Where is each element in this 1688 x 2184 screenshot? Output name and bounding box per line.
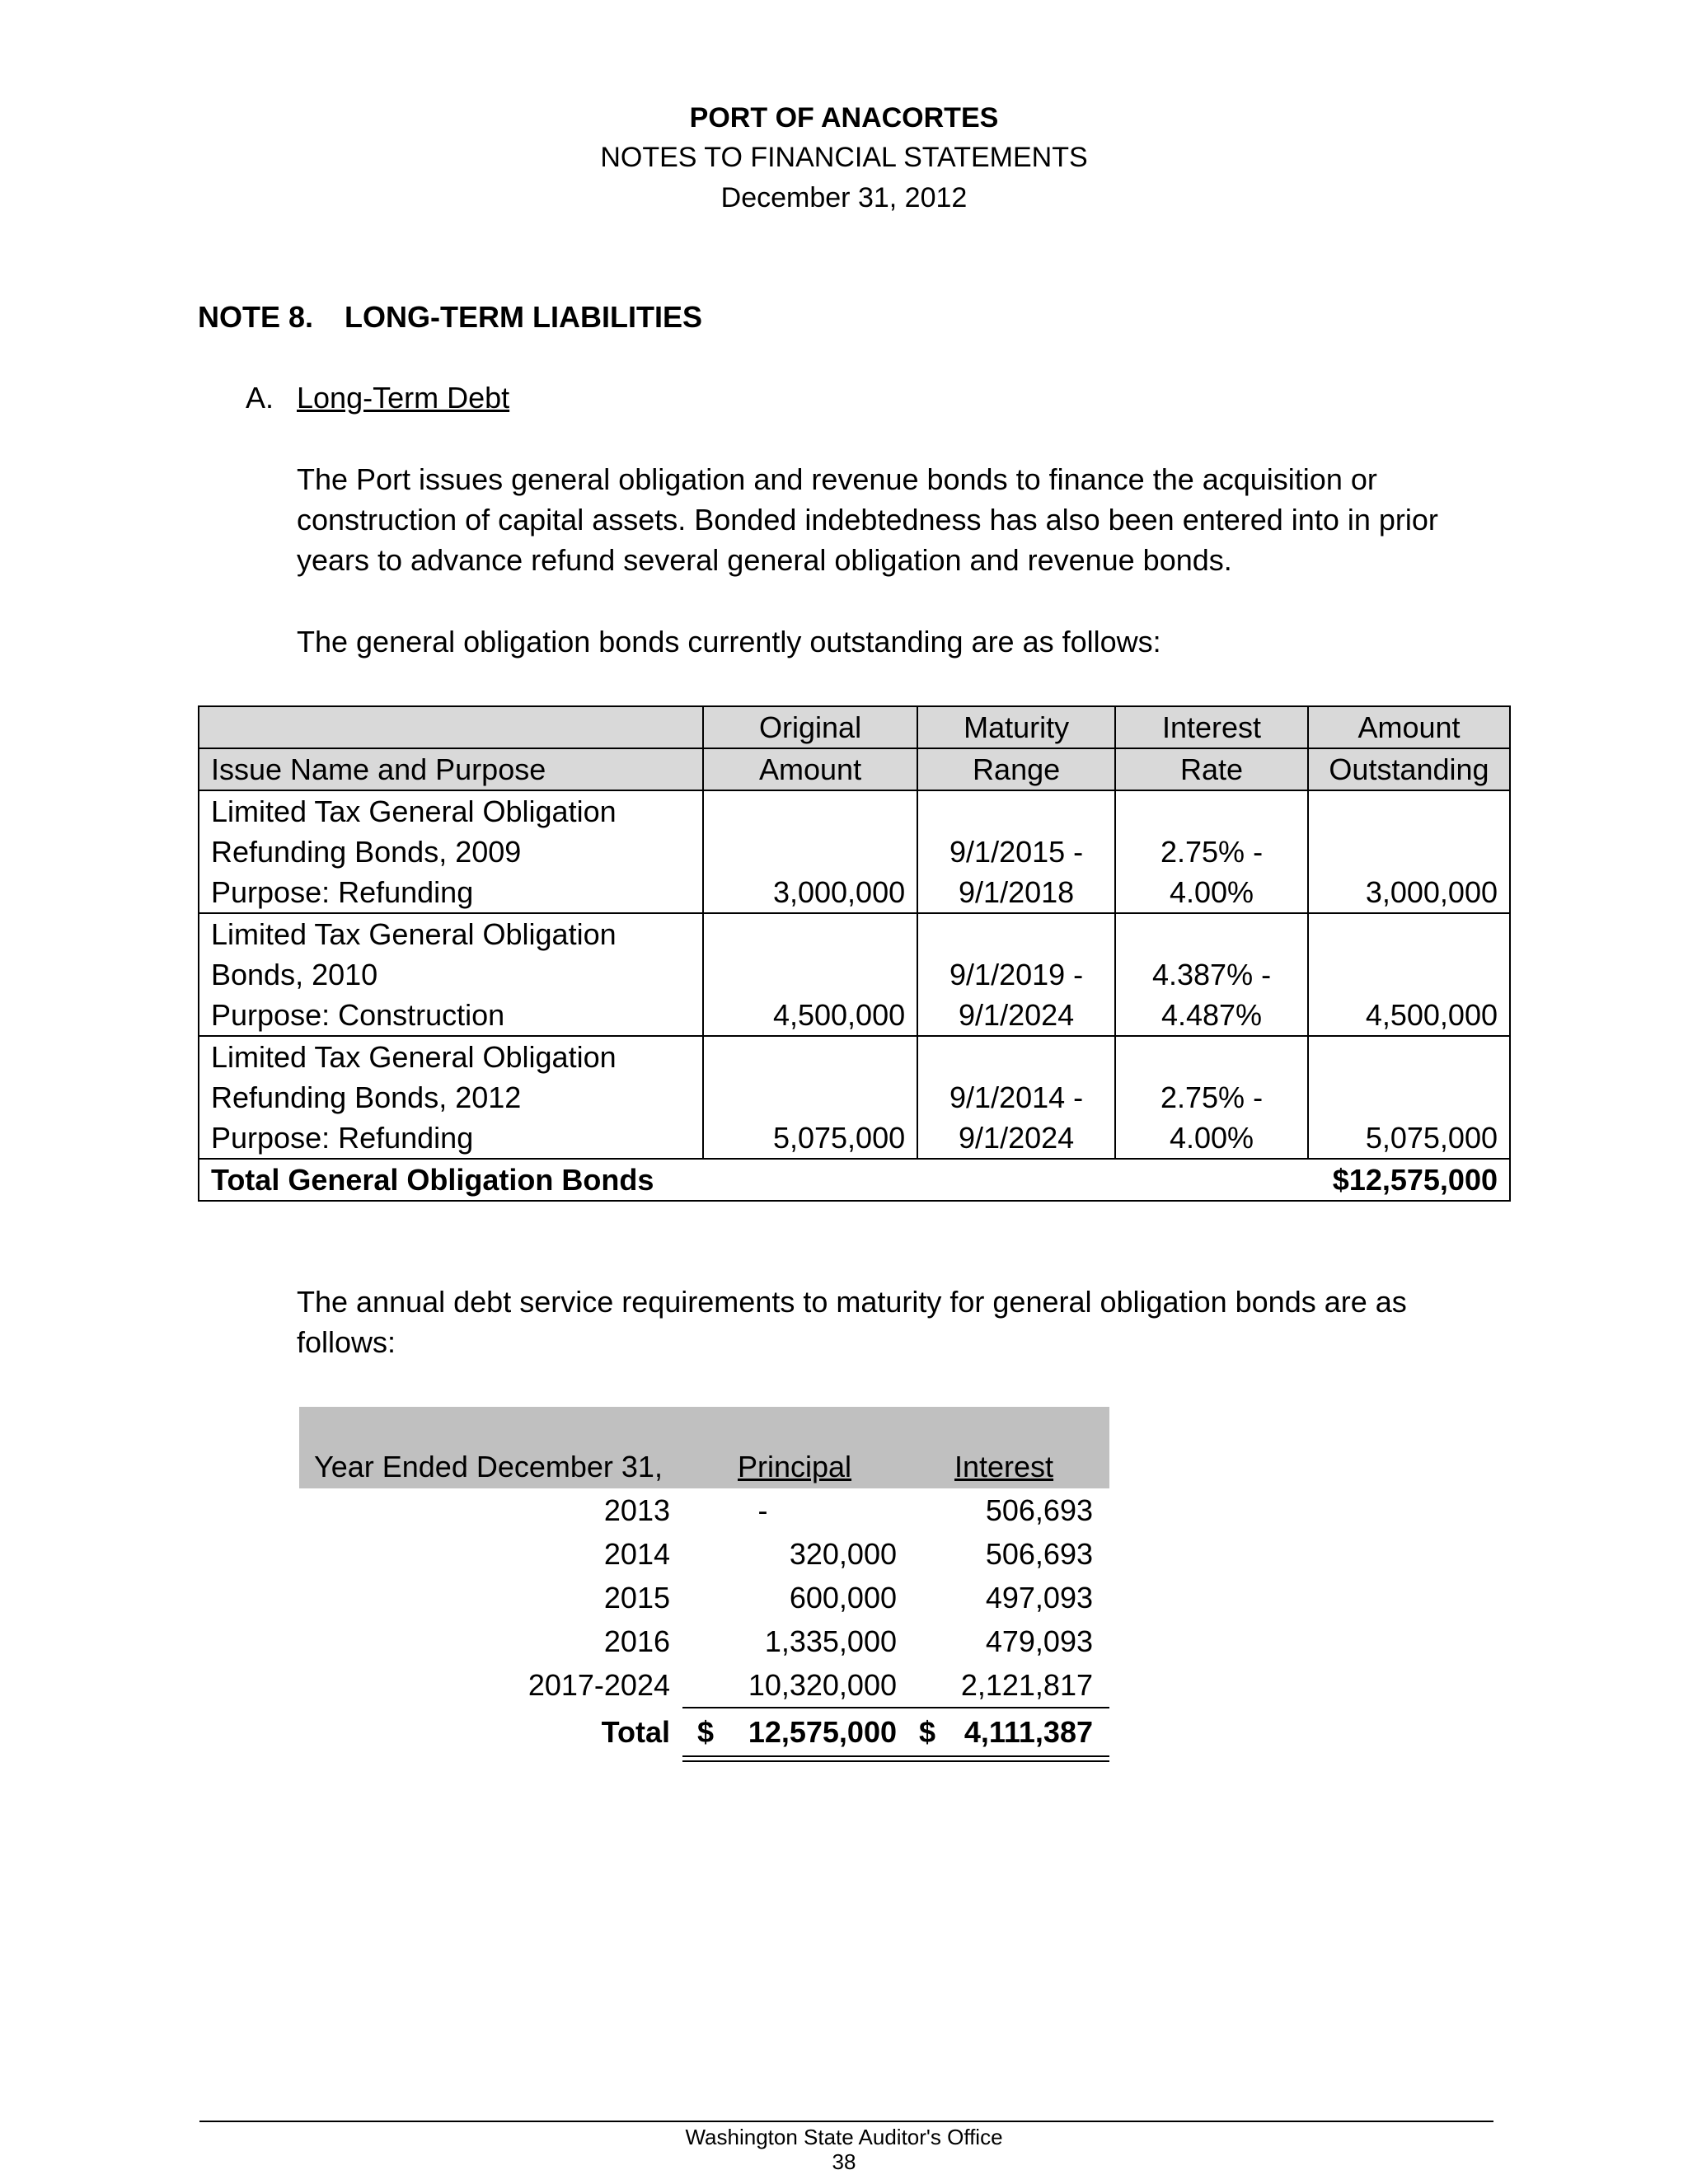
year-cell: 2014	[603, 1537, 670, 1571]
issue-name-line: Bonds, 2010	[211, 958, 378, 991]
table-row	[199, 913, 1510, 1036]
rate-line: 4.387% -	[1151, 958, 1272, 991]
paragraph-debt-service-intro	[297, 1282, 1407, 1362]
total-interest-currency: $	[919, 1715, 936, 1749]
header-cell: Range	[917, 748, 1115, 790]
header-cell: Issue Name and Purpose	[199, 748, 703, 790]
rate-line: 4.00%	[1169, 1121, 1254, 1155]
subtotal-rule	[682, 1707, 1109, 1708]
interest-cell: 506,693	[985, 1537, 1093, 1571]
interest-cell: 497,093	[985, 1581, 1093, 1615]
issue-purpose-line: Purpose: Construction	[211, 998, 505, 1032]
year-cell: 2013	[603, 1493, 670, 1527]
document-subtitle: NOTES TO FINANCIAL STATEMENTS	[600, 142, 1088, 173]
paragraph-line: The annual debt service requirements to maturity for general obligation bonds are as	[297, 1285, 1407, 1319]
original-amount-cell: 5,075,000	[703, 1036, 917, 1159]
maturity-cell	[917, 913, 1115, 1036]
table-row	[299, 1663, 1109, 1707]
issue-name-line: Limited Tax General Obligation	[211, 1040, 617, 1074]
year-cell: 2016	[603, 1624, 670, 1658]
rate-line: 4.00%	[1169, 875, 1254, 909]
document-org-title: PORT OF ANACORTES	[689, 102, 999, 134]
header-principal: Principal	[738, 1450, 852, 1483]
paragraph-line: construction of capital assets. Bonded indebtedness has also been entered into in prior	[297, 503, 1438, 537]
issue-name-line: Refunding Bonds, 2009	[211, 835, 522, 869]
principal-cell: 600,000	[789, 1581, 897, 1615]
bonds-header-row	[199, 706, 1510, 748]
interest-cell: 479,093	[985, 1624, 1093, 1658]
maturity-line: 9/1/2019 -	[950, 958, 1084, 991]
header-cell: Amount	[703, 748, 917, 790]
document-date: December 31, 2012	[720, 182, 968, 213]
header-cell: Rate	[1115, 748, 1308, 790]
interest-cell: 506,693	[985, 1493, 1093, 1527]
debt-service-table	[299, 1407, 1109, 1754]
bonds-table	[198, 705, 1511, 1202]
rate-line: 2.75% -	[1160, 1080, 1264, 1114]
issue-name-cell	[199, 1036, 703, 1159]
principal-cell: 320,000	[789, 1537, 897, 1571]
total-interest: 4,111,387	[964, 1715, 1093, 1749]
debt-service-header	[299, 1407, 1109, 1488]
header-cell: Interest	[1115, 706, 1308, 748]
table-row	[299, 1619, 1109, 1663]
header-cell	[199, 706, 703, 748]
total-label: Total	[601, 1715, 670, 1749]
total-value: $12,575,000	[1308, 1159, 1510, 1201]
paragraph-intro	[297, 459, 1438, 580]
total-row	[199, 1159, 1510, 1201]
interest-rate-cell	[1115, 913, 1308, 1036]
header-year: Year Ended December 31,	[314, 1450, 663, 1483]
paragraph-line: years to advance refund several general obligation and revenue bonds.	[297, 543, 1232, 577]
page-number: 38	[832, 2149, 856, 2174]
section-letter: A.	[246, 381, 274, 415]
header-cell: Outstanding	[1308, 748, 1510, 790]
original-amount-cell: 4,500,000	[703, 913, 917, 1036]
header-cell: Amount	[1308, 706, 1510, 748]
rate-line: 2.75% -	[1160, 835, 1264, 869]
amount-outstanding-cell: 4,500,000	[1308, 913, 1510, 1036]
issue-purpose-line: Purpose: Refunding	[211, 1121, 474, 1155]
maturity-line: 9/1/2024	[959, 1121, 1075, 1155]
paragraph-line: follows:	[297, 1325, 396, 1359]
total-principal: 12,575,000	[748, 1715, 897, 1749]
footer-rule	[199, 2121, 1493, 2122]
header-cell: Original	[703, 706, 917, 748]
table-row	[199, 1036, 1510, 1159]
issue-purpose-line: Purpose: Refunding	[211, 875, 474, 909]
principal-cell: -	[757, 1493, 768, 1527]
note-title: LONG-TERM LIABILITIES	[345, 300, 702, 334]
maturity-line: 9/1/2018	[959, 875, 1075, 909]
maturity-line: 9/1/2015 -	[950, 835, 1084, 869]
section-title: Long-Term Debt	[297, 381, 510, 415]
maturity-line: 9/1/2024	[959, 998, 1075, 1032]
total-row	[299, 1710, 1109, 1754]
bonds-header-row	[199, 748, 1510, 790]
original-amount-cell: 3,000,000	[703, 790, 917, 913]
total-double-rule-top	[682, 1755, 1109, 1757]
maturity-cell	[917, 790, 1115, 913]
interest-rate-cell	[1115, 1036, 1308, 1159]
principal-cell: 10,320,000	[748, 1668, 897, 1702]
year-cell: 2017-2024	[528, 1668, 670, 1702]
issue-name-cell	[199, 913, 703, 1036]
note-number: NOTE 8.	[198, 300, 314, 334]
total-double-rule-bottom	[682, 1760, 1109, 1762]
table-row	[299, 1488, 1109, 1532]
footer-office: Washington State Auditor's Office	[685, 2125, 1003, 2149]
interest-cell: 2,121,817	[960, 1668, 1093, 1702]
table-row	[199, 790, 1510, 913]
interest-rate-cell	[1115, 790, 1308, 913]
total-label: Total General Obligation Bonds	[199, 1159, 1308, 1201]
issue-name-line: Refunding Bonds, 2012	[211, 1080, 522, 1114]
year-cell: 2015	[603, 1581, 670, 1615]
header-interest: Interest	[954, 1450, 1054, 1483]
total-principal-currency: $	[697, 1715, 715, 1749]
issue-name-cell	[199, 790, 703, 913]
table-row	[299, 1576, 1109, 1619]
principal-cell: 1,335,000	[764, 1624, 897, 1658]
table-row	[299, 1532, 1109, 1576]
maturity-cell	[917, 1036, 1115, 1159]
paragraph-line: The Port issues general obligation and revenue bonds to finance the acquisition or	[297, 462, 1377, 496]
issue-name-line: Limited Tax General Obligation	[211, 917, 617, 951]
paragraph-bonds-intro: The general obligation bonds currently outstanding are as follows:	[297, 625, 1161, 658]
amount-outstanding-cell: 5,075,000	[1308, 1036, 1510, 1159]
header-cell: Maturity	[917, 706, 1115, 748]
rate-line: 4.487%	[1160, 998, 1263, 1032]
maturity-line: 9/1/2014 -	[950, 1080, 1084, 1114]
amount-outstanding-cell: 3,000,000	[1308, 790, 1510, 913]
issue-name-line: Limited Tax General Obligation	[211, 794, 617, 828]
